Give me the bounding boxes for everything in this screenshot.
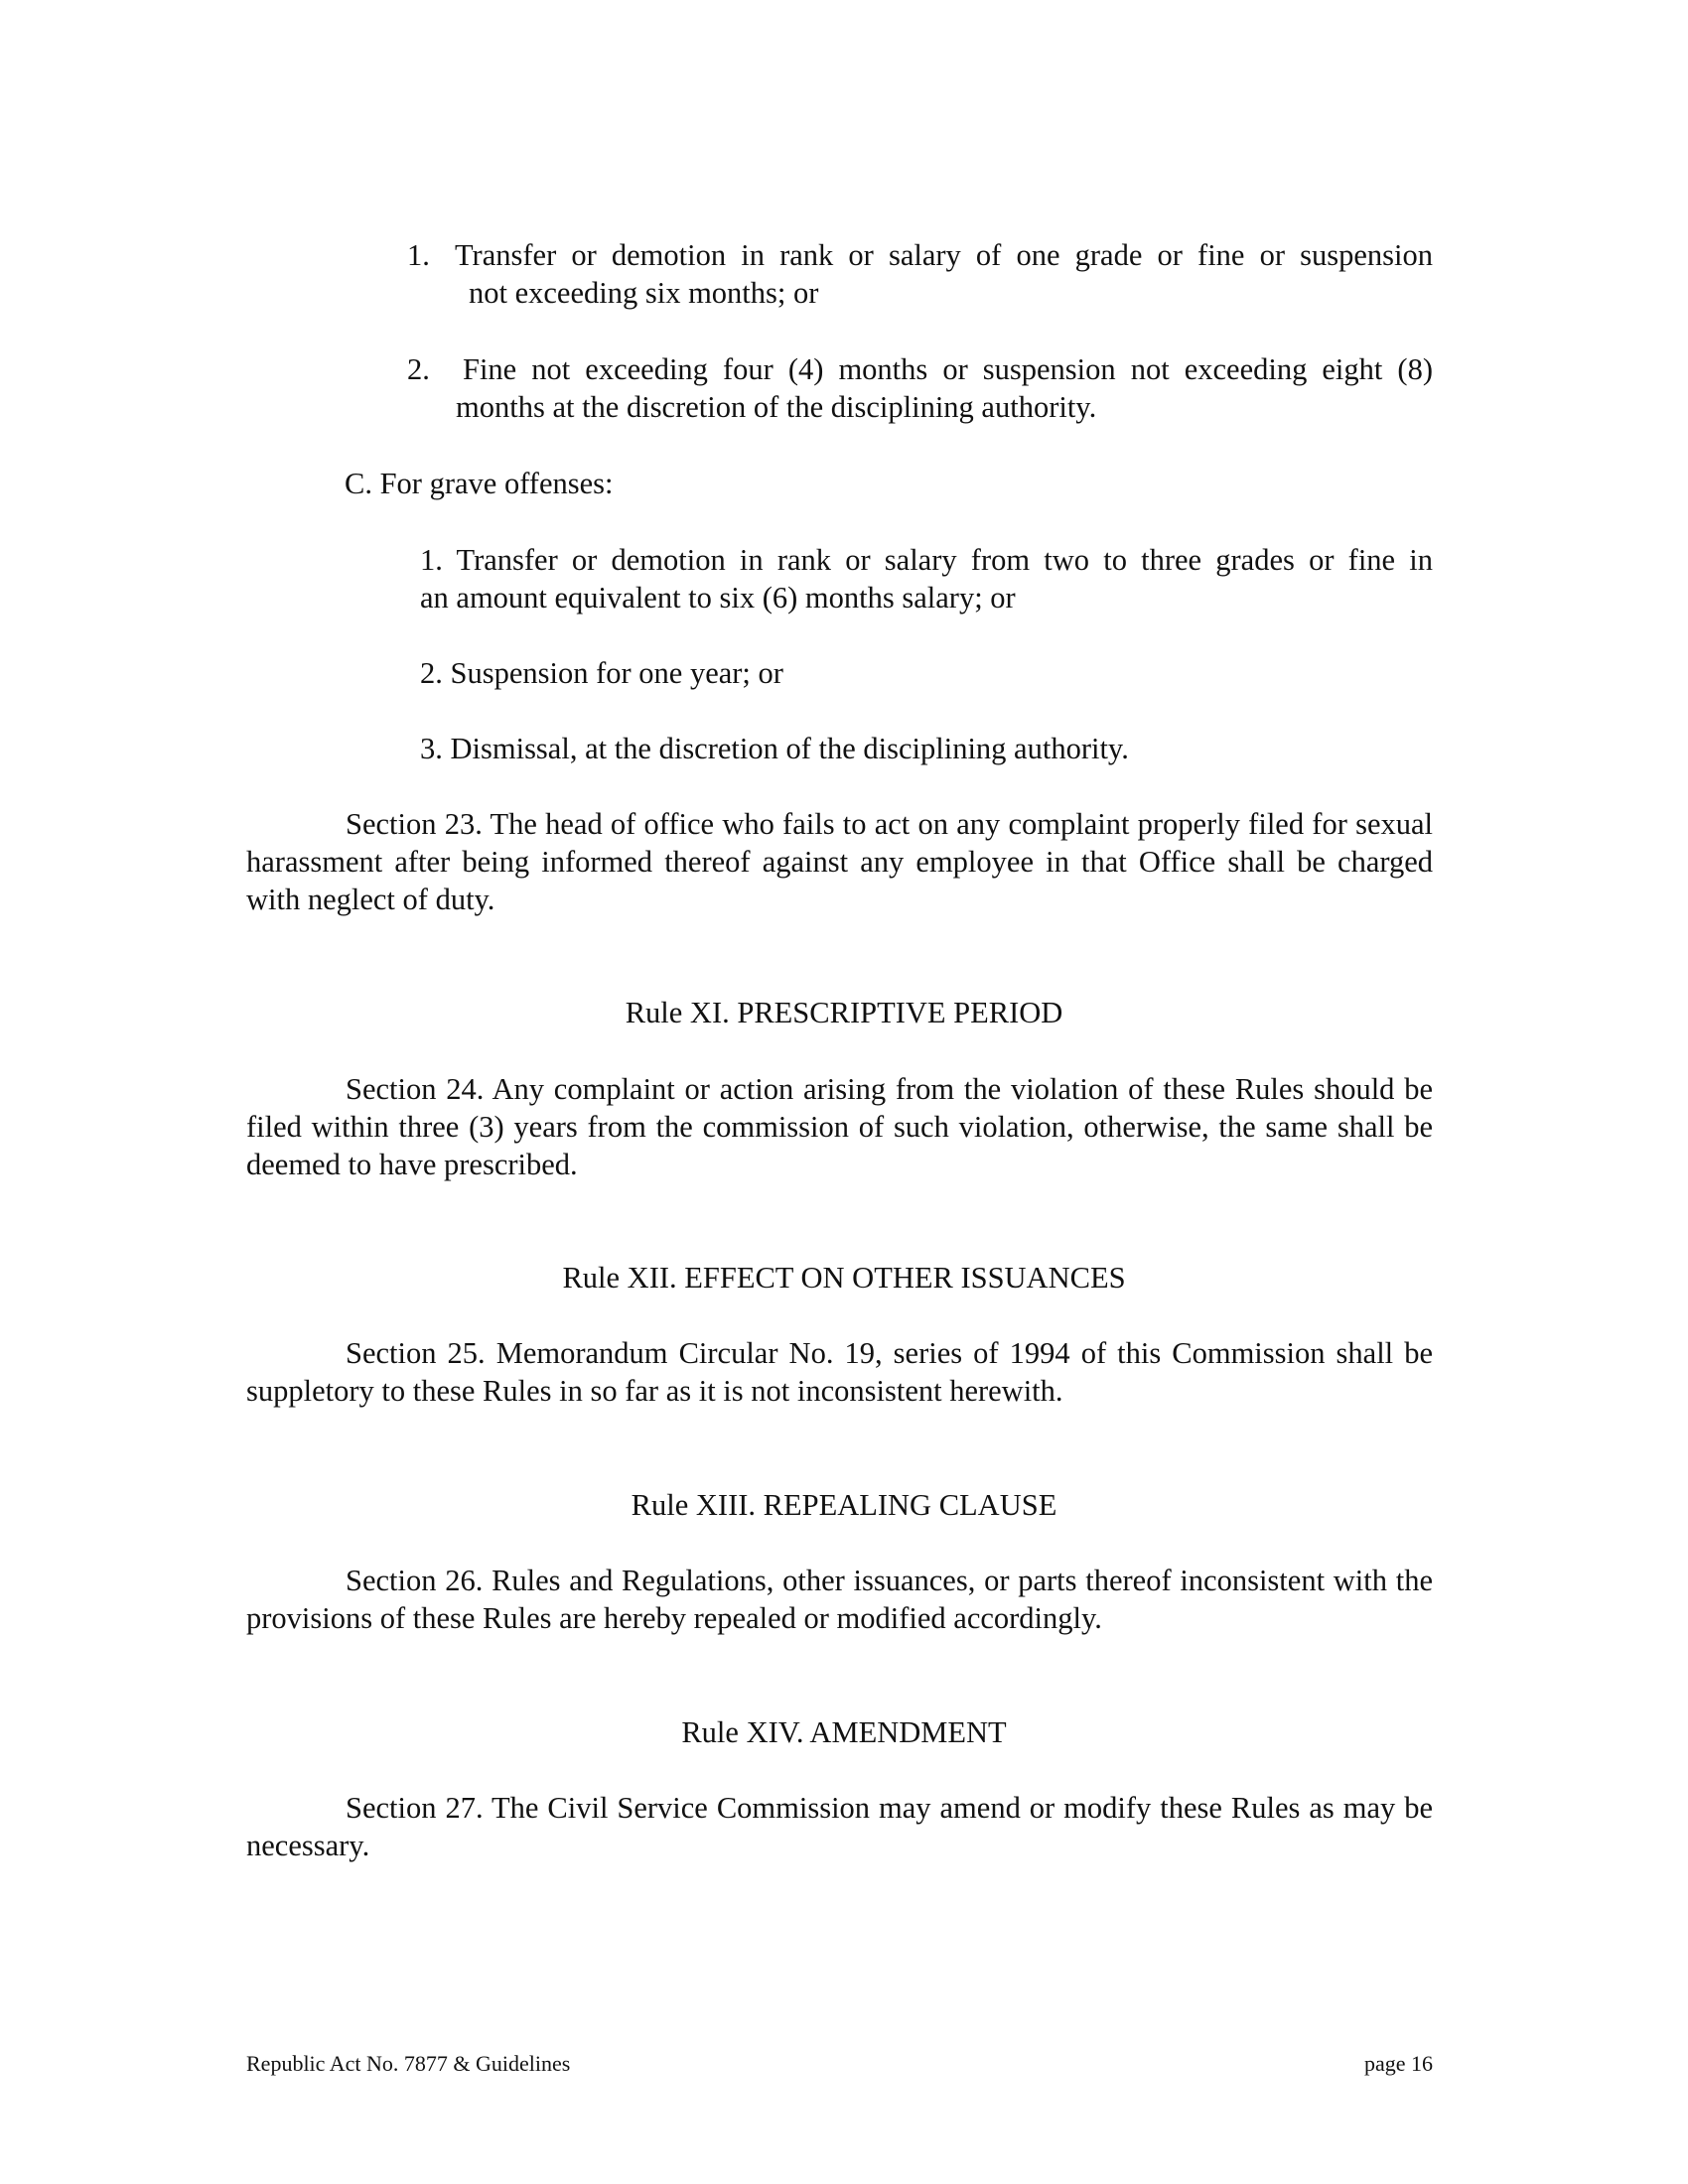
- list-item-text: Fine not exceeding four (4) months or suspension not exceeding eight (8): [463, 352, 1433, 386]
- list-heading: C. For grave offenses:: [345, 467, 614, 500]
- rule-heading: Rule XII. EFFECT ON OTHER ISSUANCES: [562, 1261, 1126, 1295]
- list-item-text: Transfer or demotion in rank or salary of one grade or fine or suspension: [455, 238, 1433, 272]
- rule-heading: Rule XIV. AMENDMENT: [681, 1715, 1007, 1749]
- page-number: page 16: [1363, 2051, 1433, 2076]
- section-paragraph: Section 23. The head of office who fails to act on any complaint properly filed for sexual harassment after being informed thereof against any employee in that Office shall be charged with neglect of duty.: [246, 807, 1433, 916]
- list-item-text: months at the discretion of the disciplining authority.: [456, 390, 1097, 424]
- list-item-text: not exceeding six months; or: [469, 276, 819, 310]
- section-paragraph: Section 25. Memorandum Circular No. 19, series of 1994 of this Commission shall be suppletory to these Rules in so far as it is not inconsistent herewith.: [246, 1336, 1433, 1408]
- list-item-number: 1.: [407, 238, 430, 272]
- rule-heading: Rule XI. PRESCRIPTIVE PERIOD: [625, 996, 1063, 1029]
- footer-title: Republic Act No. 7877 & Guidelines: [246, 2051, 571, 2076]
- section-paragraph: Section 27. The Civil Service Commission may amend or modify these Rules as may be necessary.: [246, 1791, 1433, 1862]
- section-paragraph: Section 26. Rules and Regulations, other issuances, or parts thereof inconsistent with the provisions of these Rules are hereby repealed or modified accordingly.: [246, 1564, 1433, 1635]
- rule-heading: Rule XIII. REPEALING CLAUSE: [631, 1488, 1057, 1522]
- list-item-text: 3. Dismissal, at the discretion of the disciplining authority.: [420, 732, 1129, 765]
- list-item-text: 2. Suspension for one year; or: [420, 656, 783, 690]
- list-item-text: an amount equivalent to six (6) months salary; or: [420, 581, 1016, 614]
- section-paragraph: Section 24. Any complaint or action arising from the violation of these Rules should be filed within three (3) years from the commission of such violation, otherwise, the same shall be deemed to have prescribed.: [246, 1072, 1433, 1181]
- list-item-text: 1. Transfer or demotion in rank or salary from two to three grades or fine in: [420, 543, 1433, 577]
- list-item-number: 2.: [407, 352, 430, 386]
